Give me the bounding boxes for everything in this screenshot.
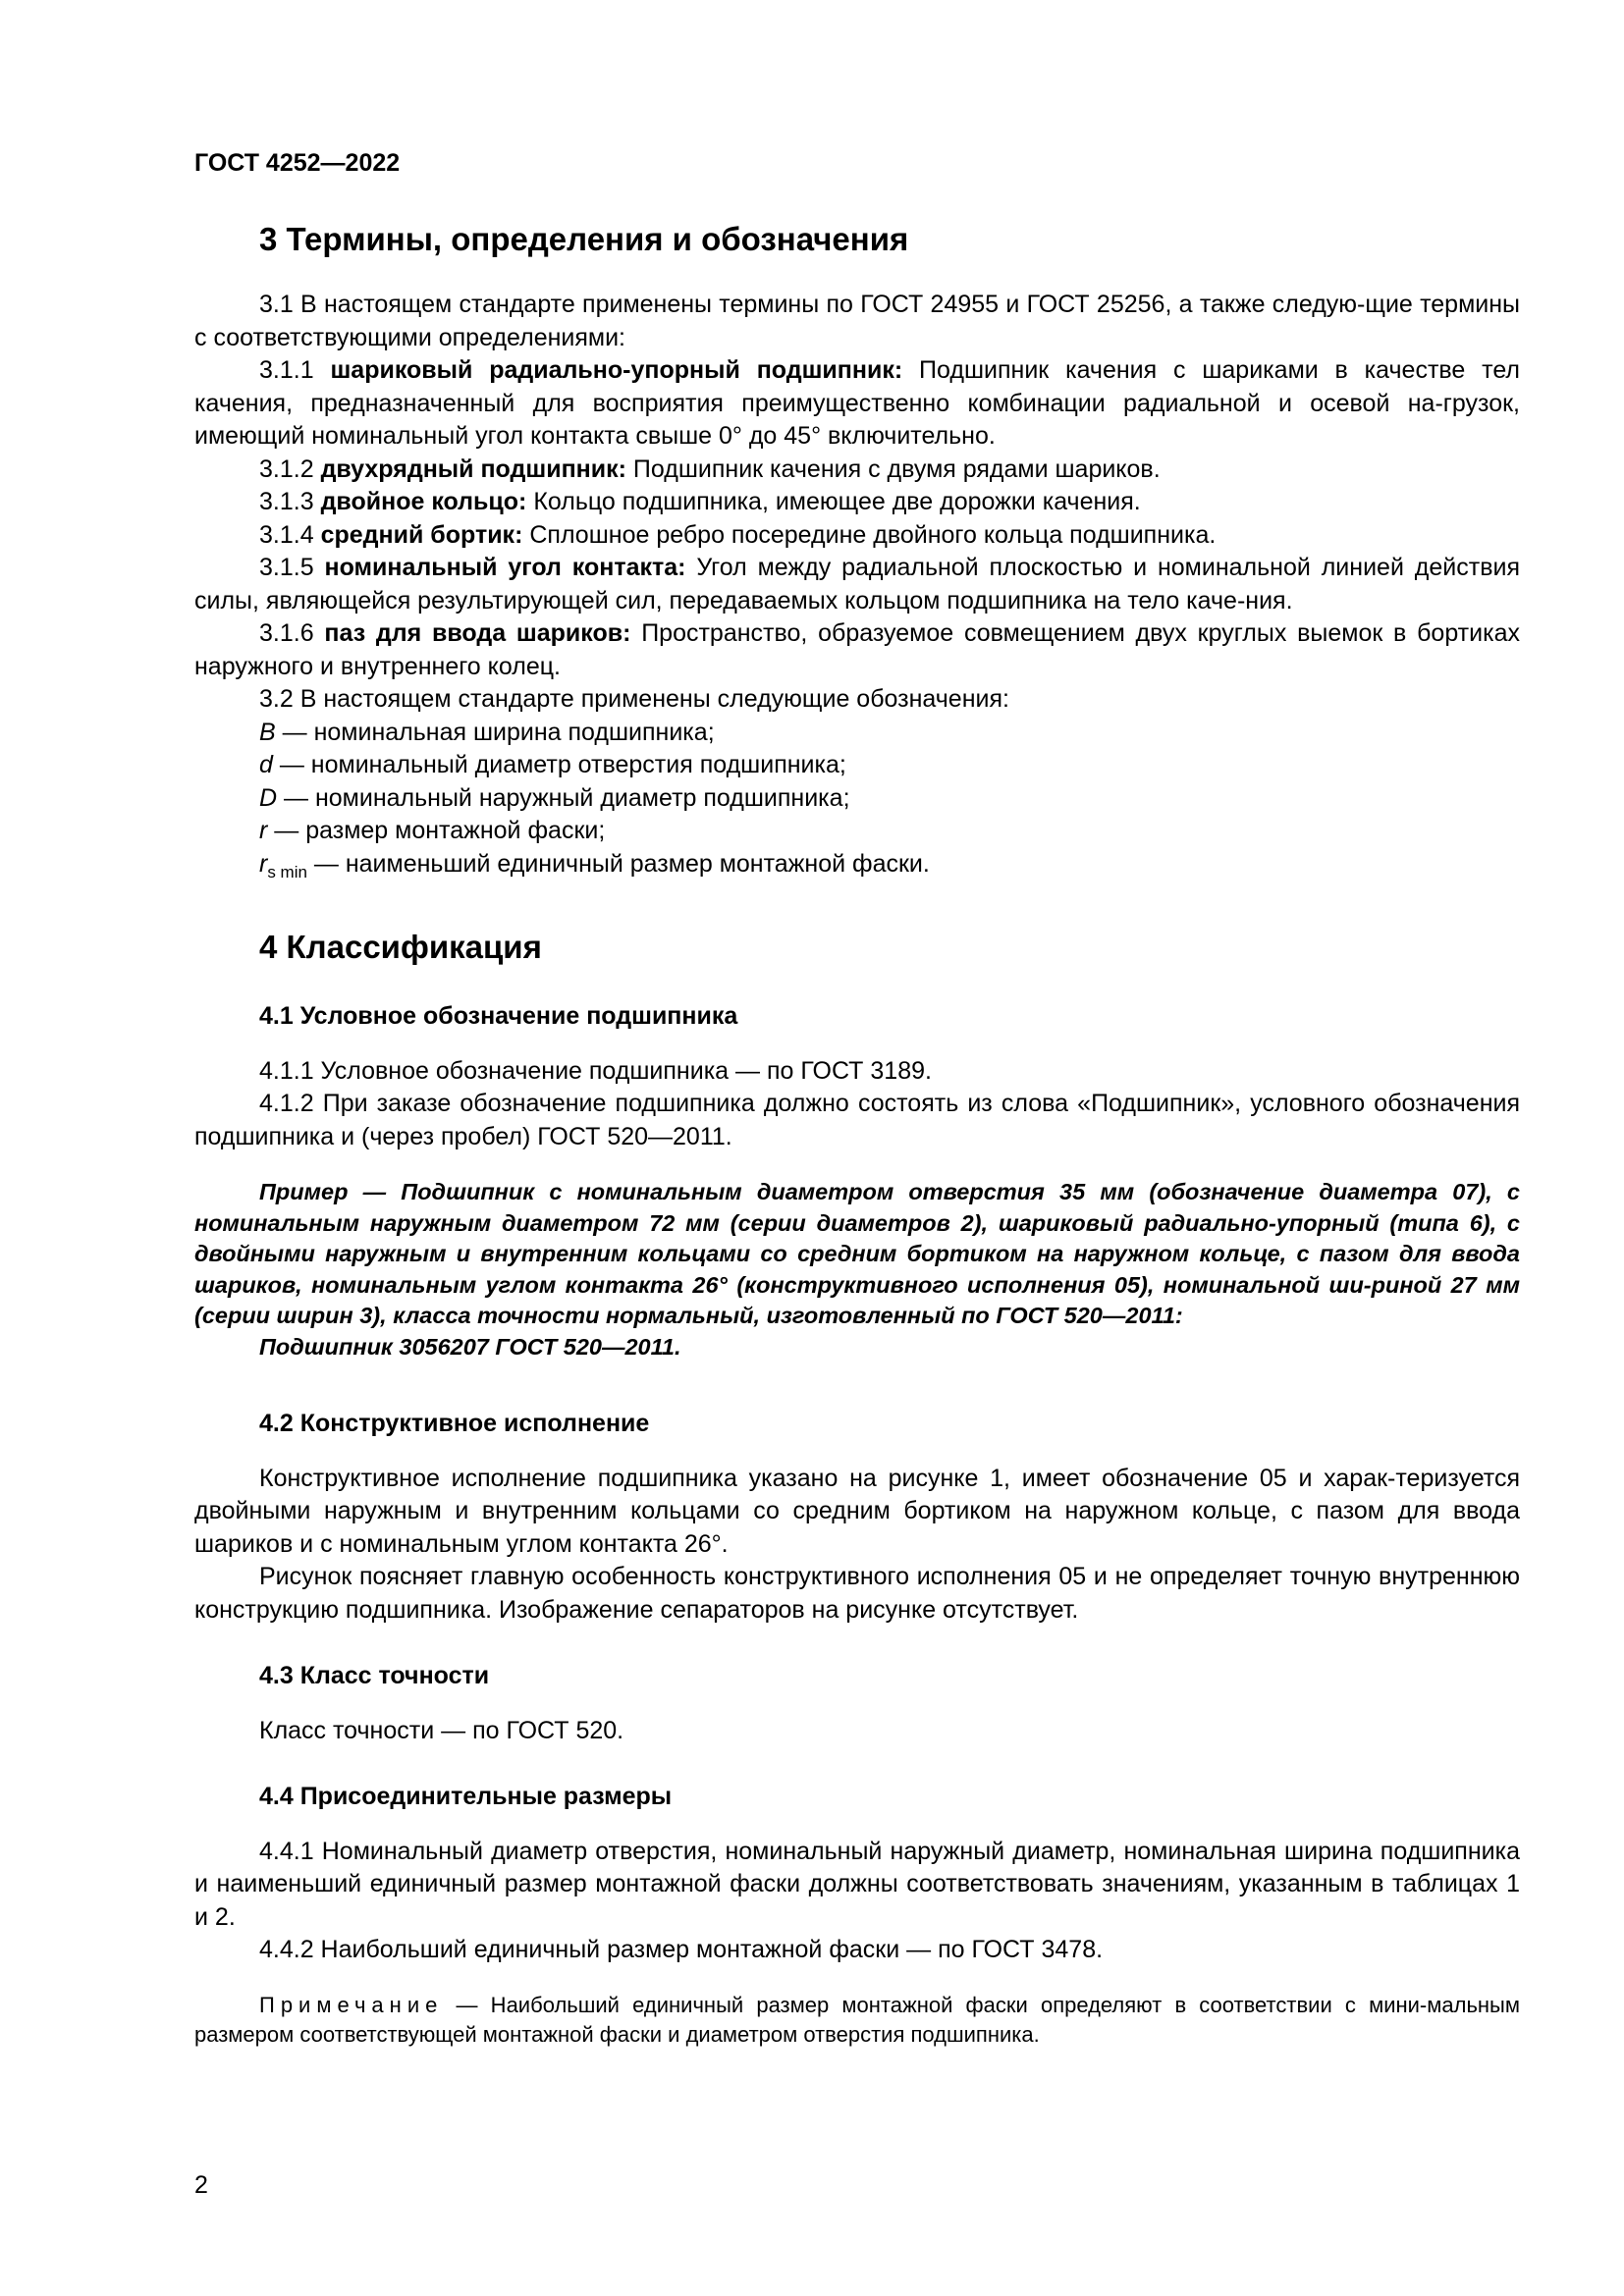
term-number: 3.1.1 [259,356,331,384]
term-definition: Пространство, образуемое совмещением двух круглых выемок в бортиках наружного и внутреннего колец. [194,619,1520,680]
symbol-subscript: s min [267,862,307,881]
symbol-definition: — размер монтажной фаски; [267,817,606,844]
term-number: 3.1.4 [259,520,321,549]
subsection-4-4-title: 4.4 Присоединительные размеры [259,1783,673,1810]
example-paragraph: Пример — Подшипник с номинальным диаметром отверстия 35 мм (обозначение диаметра 07), с номинальным наружным диаметром 72 мм (серии диаметров 2), шариковый радиально-упорный (типа 6), с двойными наружным и внутренним кольцами со средним бортиком на наружном кольце, с пазом для ввода шариков, номинальным углом контакта 26° (конструктивного исполнения 05), номинальной ши-риной 27 мм (серии ширин 3), класса точности нормальный, изготовленный по ГОСТ 520—2011: [194,1179,1520,1328]
term-3-1-4 [194,519,1520,553]
paragraph-4-2-b: Рисунок поясняет главную особенность конструктивного исполнения 05 и не определяет точную внутреннюю конструкцию подшипника. Изображение сепараторов на рисунке отсутствует. [194,1563,1520,1624]
term-name: паз для ввода шариков: [324,619,631,647]
subsection-4-2-title: 4.2 Конструктивное исполнение [259,1410,650,1437]
document-header: ГОСТ 4252—2022 [194,149,401,177]
term-3-1-3 [194,486,1520,519]
symbol-d [259,749,1520,782]
symbol: d [259,751,273,778]
example-designation: Подшипник 3056207 ГОСТ 520—2011. [259,1333,681,1360]
term-definition: Подшипник качения с шариками в качестве тел качения, предназначенный для восприятия преимущественно комбинации радиальной и осевой на-грузок, имеющий номинальный угол контакта свыше 0° до 45° включительно. [194,356,1520,450]
symbol: D [259,783,278,812]
symbol-definition: — номинальный наружный диаметр подшипника; [277,783,850,812]
symbol-definition: — номинальный диаметр отверстия подшипника; [272,751,846,778]
paragraph-4-1-2: 4.1.2 При заказе обозначение подшипника должно состоять из слова «Подшипник», условного обозначения подшипника и (через пробел) ГОСТ 520—2011. [194,1090,1520,1150]
symbol-definition: — номинальная ширина подшипника; [275,718,715,746]
term-3-1-6 [194,617,1520,683]
paragraph-4-4-1: 4.4.1 Номинальный диаметр отверстия, номинальный наружный диаметр, номинальная ширина подшипника и наименьший единичный размер монтажной фаски должны соответствовать значениям, указанным в таблицах 1 и 2. [194,1837,1520,1931]
section-4-title: 4 Классификация [259,929,542,965]
term-name: двойное кольцо: [320,488,527,515]
symbol-B [259,717,1520,750]
symbol: r [259,849,268,878]
term-definition: Угол между радиальной плоскостью и номинальной линией действия силы, являющейся результирующей сил, передаваемых кольцом подшипника на тело каче-ния. [194,554,1520,614]
subsection-4-3-title: 4.3 Класс точности [259,1662,490,1689]
term-name: номинальный угол контакта: [324,554,686,581]
note [194,1991,1520,2050]
subsection-4-1-title: 4.1 Условное обозначение подшипника [259,1002,738,1030]
symbol: B [259,718,276,746]
paragraph-4-1-1: 4.1.1 Условное обозначение подшипника — по ГОСТ 3189. [259,1056,932,1085]
paragraph-4-4-2: 4.4.2 Наибольший единичный размер монтажной фаски — по ГОСТ 3478. [259,1936,1104,1963]
term-name: двухрядный подшипник: [320,454,626,483]
term-3-1-2 [194,454,1520,487]
page-number: 2 [194,2171,208,2199]
note-label: Примечание [259,1992,444,2017]
section-3-title: 3 Термины, определения и обозначения [259,221,909,257]
term-3-1-1 [194,354,1520,454]
paragraph-3-2: 3.2 В настоящем стандарте применены следующие обозначения: [259,685,1009,713]
paragraph-4-3: Класс точности — по ГОСТ 520. [259,1716,624,1744]
term-number: 3.1.2 [259,454,321,483]
term-definition: Кольцо подшипника, имеющее две дорожки качения. [526,488,1141,515]
symbol-r [259,815,1520,848]
paragraph-4-2-a: Конструктивное исполнение подшипника указано на рисунке 1, имеет обозначение 05 и харак-теризуется двойными наружным и внутренним кольцами со средним бортиком на наружном кольце, с пазом для ввода шариков и с номинальным углом контакта 26°. [194,1464,1520,1558]
symbol-D [259,782,1520,816]
note-text: — Наибольший единичный размер монтажной фаски определяют в соответствии с мини-мальным размером соответствующей монтажной фаски и диаметром отверстия подшипника. [194,1992,1520,2047]
paragraph-3-1: 3.1 В настоящем стандарте применены термины по ГОСТ 24955 и ГОСТ 25256, а также следую-щие термины с соответствующими определениями: [194,291,1520,351]
term-name: шариковый радиально-упорный подшипник: [330,356,903,384]
term-number: 3.1.3 [259,488,321,515]
term-name: средний бортик: [320,520,523,549]
term-number: 3.1.6 [259,619,325,647]
symbol-rs-min [259,848,1520,889]
document-body [194,220,1520,2071]
term-definition: Сплошное ребро посередине двойного кольца подшипника. [522,520,1217,549]
term-3-1-5 [194,552,1520,617]
term-definition: Подшипник качения с двумя рядами шариков. [625,454,1161,483]
term-number: 3.1.5 [259,554,325,581]
symbol: r [259,817,268,844]
symbol-definition: — наименьший единичный размер монтажной фаски. [306,849,930,878]
